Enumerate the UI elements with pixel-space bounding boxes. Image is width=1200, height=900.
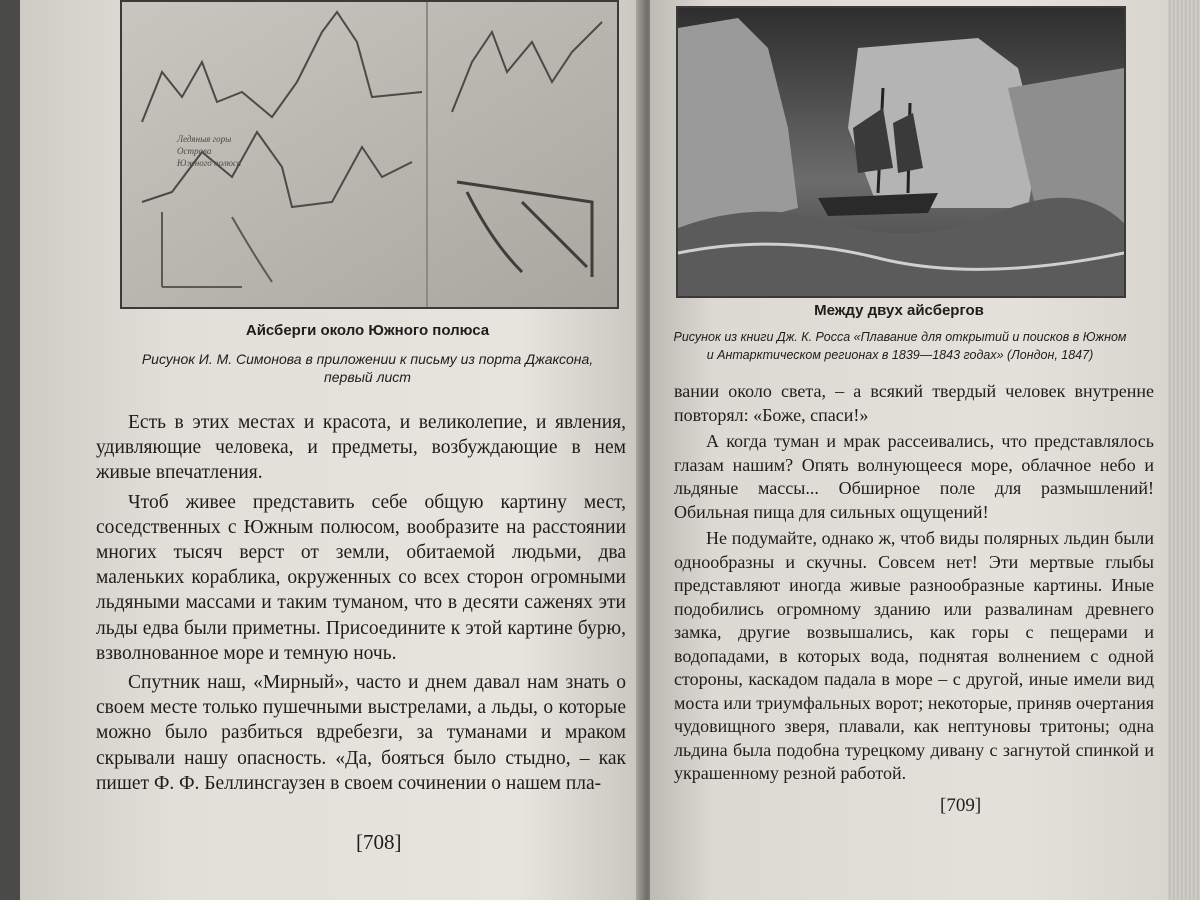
- ship-between-icebergs-icon: [678, 8, 1124, 296]
- left-paragraph-3: Спутник наш, «Мирный», часто и днем давал нам знать о своем месте только пушечными выстрелами, а льды, о которые можно было разбиться вдребезги, за туманами и мраком скрывали нашу опасность. «Да, бояться было стыдно, – как пишет Ф. Ф. Беллинсгаузен в своем сочинении о нашем пла-: [96, 672, 626, 794]
- right-caption-line-1: Рисунок из книги Дж. К. Росса «Плавание для открытий и поисков в Южном: [673, 330, 1127, 344]
- left-caption-line-1: Рисунок И. М. Симонова в приложении к письму из порта Джаксона,: [141, 351, 594, 367]
- iceberg-sketch-figure: [120, 0, 619, 309]
- sketch-handwriting-1: Ледяныя горы: [177, 134, 232, 144]
- right-paragraph-1: вании около света, – а всякий твердый человек внутренне повторял: «Боже, спаси!»: [674, 381, 1154, 425]
- sketch-handwriting-3: Южного полюса: [177, 158, 242, 168]
- left-body-text: [96, 410, 626, 796]
- left-caption-title: Айсберги около Южного полюса: [245, 322, 490, 339]
- left-page-number: [708]: [356, 830, 402, 854]
- right-body-text: [674, 380, 1154, 786]
- ship-engraving-figure: [676, 6, 1126, 298]
- sketch-handwriting-2: Острова: [177, 146, 212, 156]
- right-paragraph-3: Не подумайте, однако ж, чтоб виды полярных льдин были однообразны и скучны. Совсем нет! Эти мертвые глыбы представляют иногда живые разнообразные картины. Иные подобились огромному зданию или развалинам древнего замка, другие возвышались, как горы с пещерами и водопадами, в которых вода, поднятая волнением с одной стороны, каскадом падала в море – с другой, иные имели вид моста или триумфальных ворот; некоторые, приняв очертания чудовищного зверя, плавали, как нептуновы тритоны; одна льдина была подобна турецкому дивану с загнутой спинкой и украшенному резной работой.: [674, 528, 1154, 783]
- left-page: [20, 0, 644, 900]
- right-page-number: [709]: [940, 795, 982, 816]
- left-paragraph-2: Чтоб живее представить себе общую картину мест, соседственных с Южным полюсом, вообразите на расстоянии многих тысяч верст от земли, обитаемой людьми, два маленьких кораблика, окруженных со всех сторон огромными льдяными массами и таким туманом, что в десяти саженях эти льды едва были приметны. Присоедините к этой картине бурю, взволнованное море и темную ночь.: [96, 491, 626, 664]
- right-caption-title: Между двух айсбергов: [814, 302, 984, 319]
- right-paragraph-2: А когда туман и мрак рассеивались, что представлялось глазам нашим? Опять волнующееся море, облачное небо и льдяные массы... Обширное поле для размышлений! Обильная пища для сильных ощущений!: [674, 431, 1154, 522]
- left-paragraph-1: Есть в этих местах и красота, и великолепие, и явления, удивляющие человека, и предметы, возбуждающие в нем живые впечатления.: [96, 412, 626, 484]
- left-caption-line-2: первый лист: [324, 369, 411, 385]
- iceberg-sketch-icon: [122, 2, 617, 307]
- page-stack-edge: [1168, 0, 1200, 900]
- right-page: [650, 0, 1170, 900]
- right-caption-line-2: и Антарктическом регионах в 1839—1843 годах» (Лондон, 1847): [706, 348, 1094, 362]
